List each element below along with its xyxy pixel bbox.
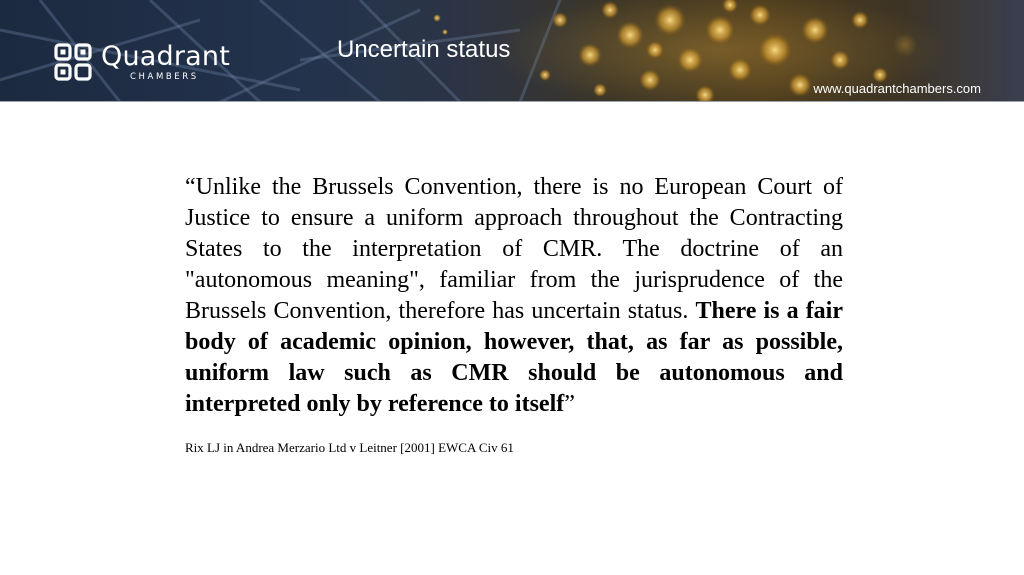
quadrant-chambers-logo: [54, 43, 230, 83]
logo-text: [101, 43, 230, 82]
header-banner: [0, 0, 1024, 102]
logo-subtitle: CHAMBERS: [130, 72, 199, 82]
legal-quote: [185, 172, 843, 420]
banner-divider: [0, 101, 1024, 102]
logo-wordmark: Quadrant: [101, 41, 230, 72]
quote-bold-text: There is a fair body of academic opinion, however, that, as far as possible, uniform law such as CMR should be autonomous and interpreted only by reference to itself: [185, 298, 844, 417]
quote-open-mark: “: [185, 174, 196, 200]
website-url: www.quadrantchambers.com: [813, 81, 981, 96]
quote-close-mark: ”: [564, 391, 575, 417]
quote-regular-text: Unlike the Brussels Convention, there is no European Court of Justice to ensure a uniform approach throughout the Contracting States to the interpretation of CMR. The doctrine of an "autonomous meaning", familiar from the jurisprudence of the Brussels Convention, therefore has uncertain status.: [185, 174, 843, 324]
quadrant-logo-icon: [54, 43, 92, 81]
case-citation: Rix LJ in Andrea Merzario Ltd v Leitner [2001] EWCA Civ 61: [185, 440, 514, 455]
slide-title: Uncertain status: [337, 36, 511, 63]
